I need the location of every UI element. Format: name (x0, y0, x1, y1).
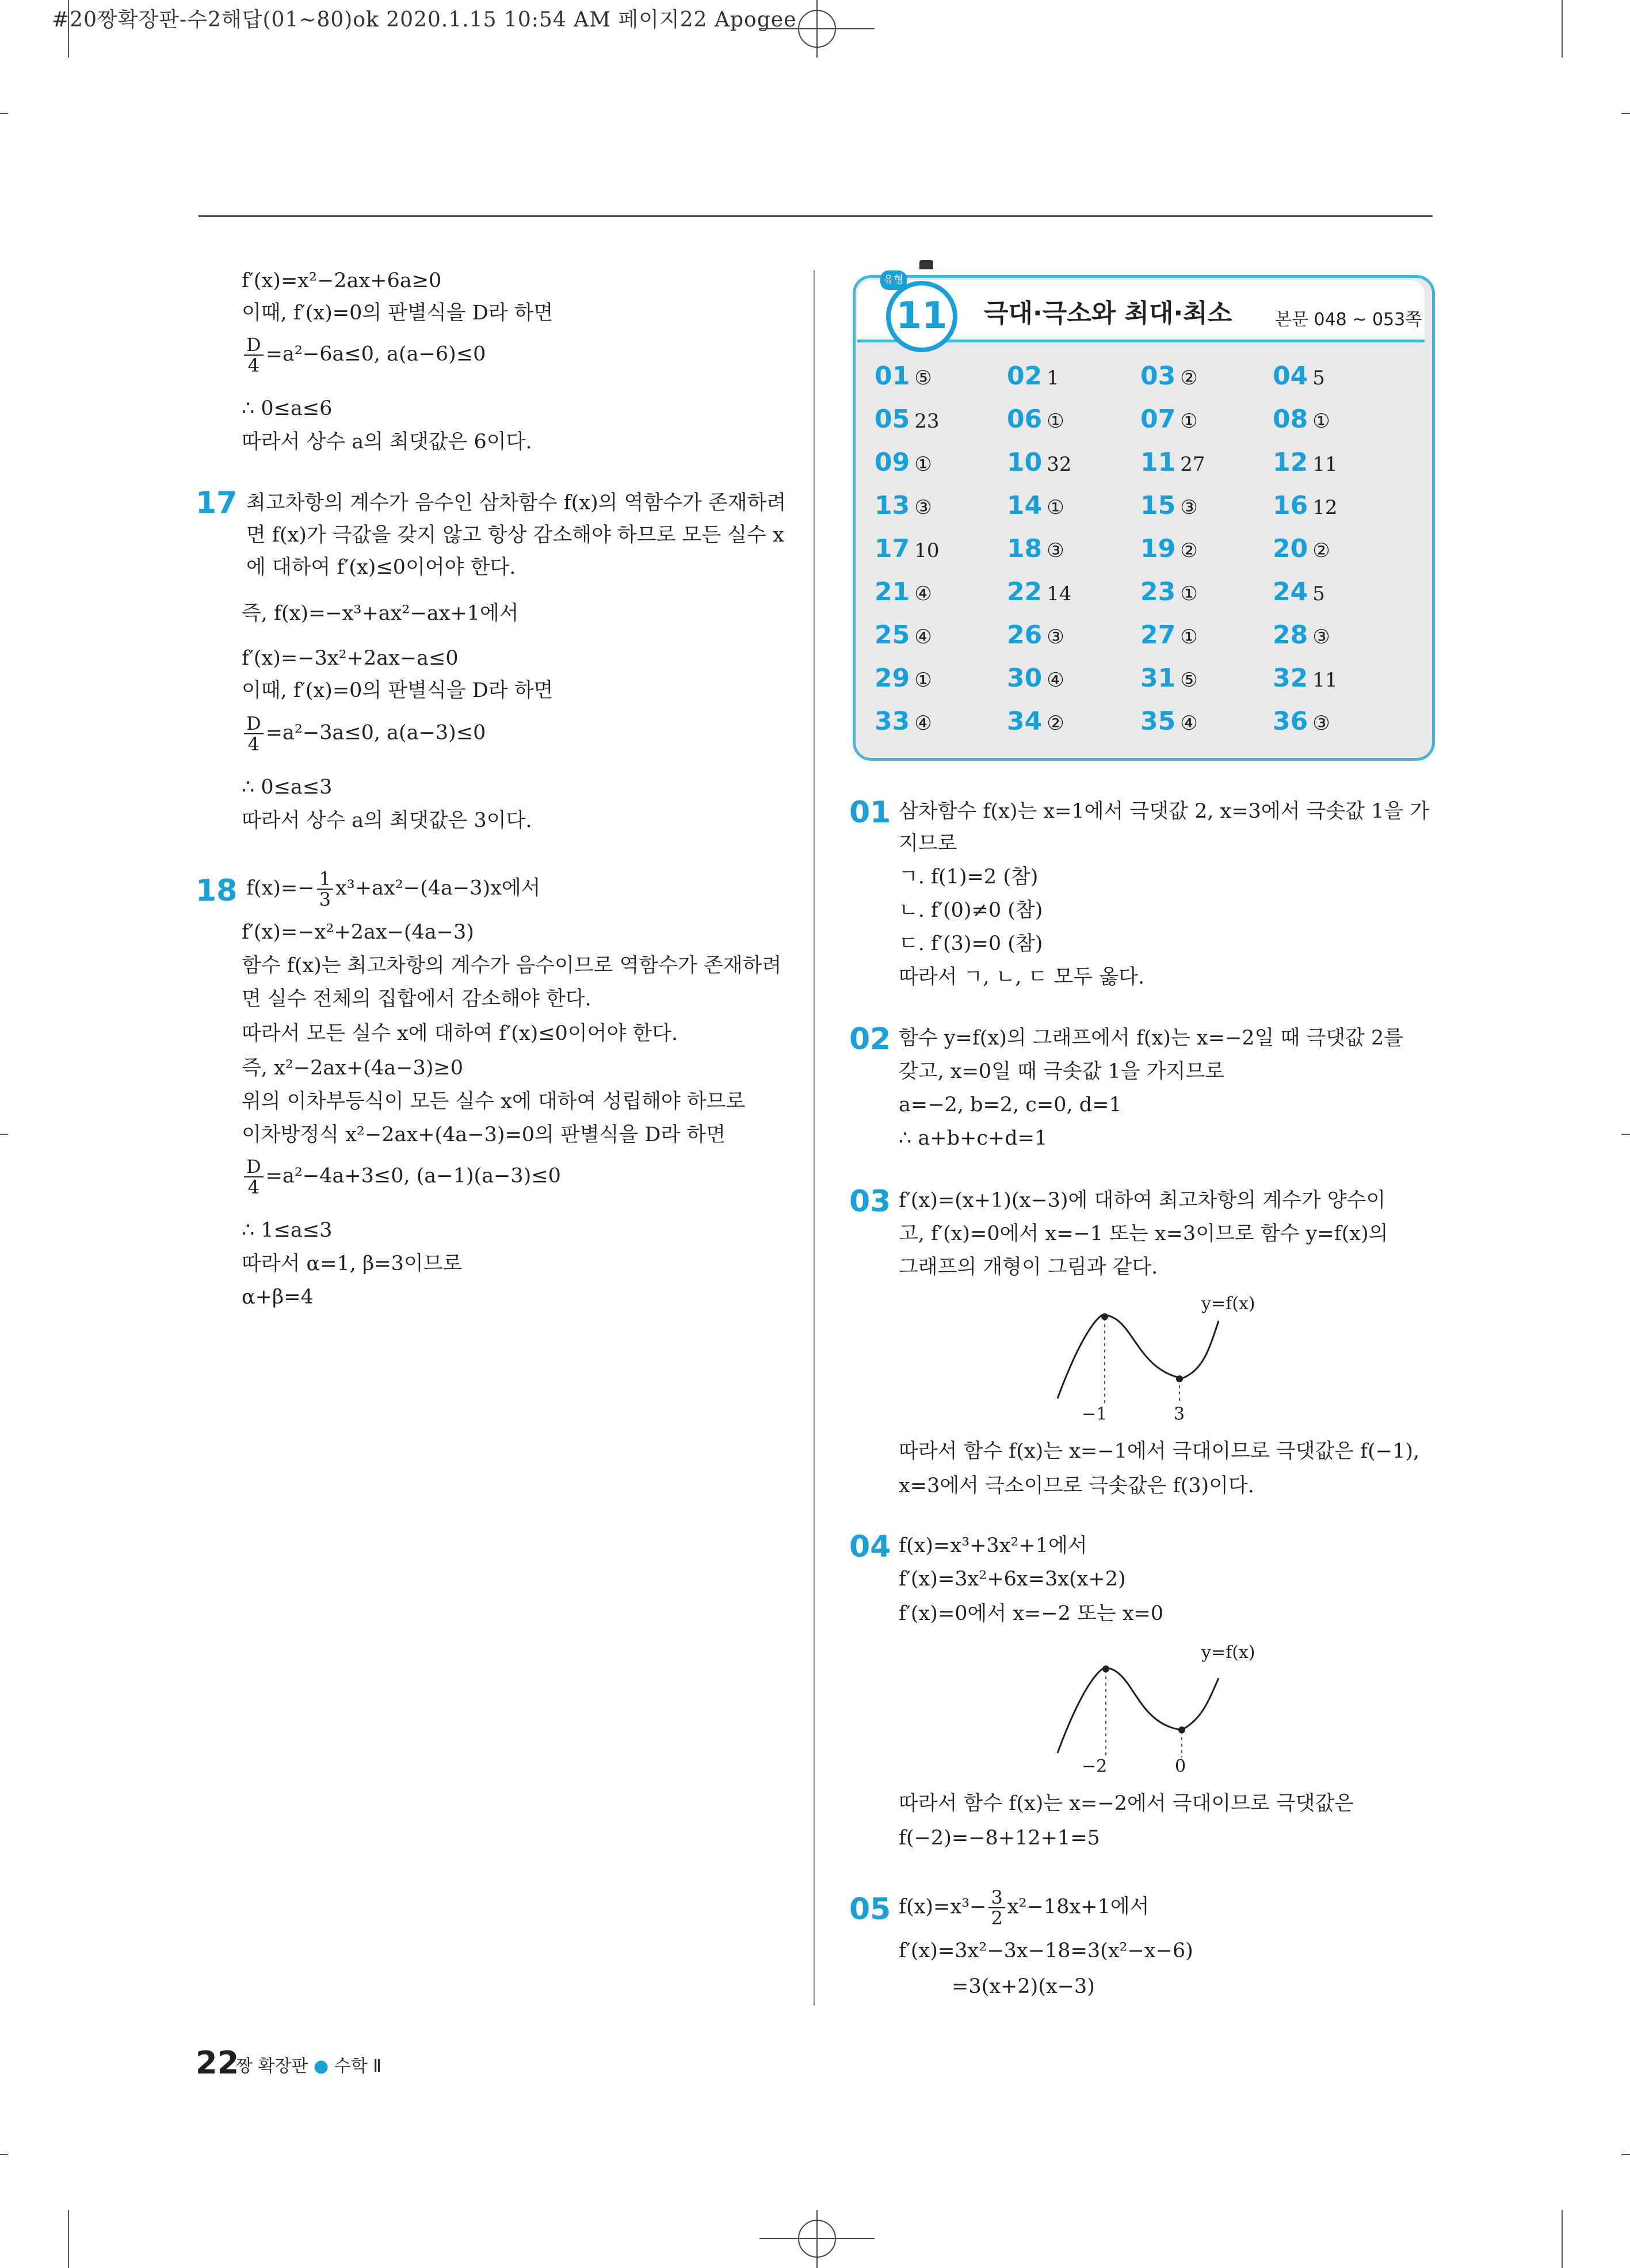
answer-item (1140, 707, 1198, 736)
answer-item (1007, 491, 1064, 520)
graph-label: y=f(x) (1201, 1294, 1255, 1314)
answer-value: 11 (1312, 453, 1338, 476)
solution-line: ㄷ. f′(3)=0 (참) (899, 932, 1043, 955)
answer-number: 04 (1273, 361, 1308, 391)
problem-number-04: 04 (849, 1530, 891, 1564)
answer-number: 27 (1140, 620, 1176, 650)
fraction-3-over-2: $\frac{3}{2}$ (988, 1888, 1005, 1928)
answer-number: 08 (1273, 405, 1308, 434)
answer-item (1140, 664, 1198, 693)
solution-line: 이때, f′(x)=0의 판별식을 D라 하면 (242, 302, 553, 325)
solution-line: a=−2, b=2, c=0, d=1 (899, 1093, 1122, 1116)
answer-value: 11 (1312, 669, 1338, 692)
axis-tick-label: −1 (1082, 1404, 1108, 1424)
solution-line: 그래프의 개형이 그림과 같다. (899, 1256, 1158, 1279)
crop-mark (1562, 2210, 1563, 2268)
answer-number: 24 (1273, 577, 1308, 607)
solution-line: f′(x)=−3x²+2ax−a≤0 (242, 647, 459, 670)
graph-label: y=f(x) (1201, 1642, 1255, 1663)
crop-mark (1562, 0, 1563, 58)
answer-value: ① (1180, 582, 1198, 605)
solution-line: 따라서 ㄱ, ㄴ, ㄷ 모두 옳다. (899, 966, 1145, 989)
answer-number: 07 (1140, 405, 1176, 434)
solution-line: f′(x)=0에서 x=−2 또는 x=0 (899, 1602, 1164, 1625)
answer-value: ③ (1047, 539, 1064, 562)
solution-line: f(x)=− $\frac{1}{3}$ x³+ax²−(4a−3)x에서 (246, 868, 541, 910)
solution-line: f(−2)=−8+12+1=5 (899, 1827, 1100, 1850)
answer-value: ② (1180, 539, 1198, 562)
answer-item (1273, 448, 1338, 477)
answer-item (1007, 664, 1064, 693)
answer-value: 23 (914, 410, 940, 433)
unit-title: 극대·극소와 최대·최소 (984, 299, 1232, 328)
answer-number: 09 (875, 448, 910, 477)
answer-number: 03 (1140, 361, 1176, 391)
solution-line: 위의 이차부등식이 모든 실수 x에 대하여 성립해야 하므로 (242, 1090, 746, 1113)
solution-line: $\frac{D}{4}$ =a²−4a+3≤0, (a−1)(a−3)≤0 (242, 1157, 561, 1197)
answer-number: 31 (1140, 664, 1176, 693)
solution-line: =3(x+2)(x−3) (952, 1975, 1095, 1998)
answer-value: ② (1047, 712, 1064, 735)
answer-item (1273, 405, 1330, 434)
solution-line: ∴ 0≤a≤3 (242, 776, 333, 799)
answer-value: ⑤ (1180, 669, 1198, 692)
crop-mark (0, 2154, 8, 2155)
answer-item (1140, 361, 1198, 391)
solution-line: x=3에서 극소이므로 극솟값은 f(3)이다. (899, 1474, 1254, 1497)
pin-icon (919, 260, 933, 269)
answer-value: 14 (1047, 582, 1072, 605)
answer-value: ① (1047, 410, 1064, 433)
solution-line: ∴ 1≤a≤3 (242, 1219, 333, 1242)
solution-line: 면 실수 전체의 집합에서 감소해야 한다. (242, 988, 591, 1011)
problem-number-02: 02 (849, 1022, 891, 1057)
column-divider (814, 270, 815, 2006)
solution-line: 지므로 (899, 832, 957, 855)
answer-number: 02 (1007, 361, 1043, 391)
solution-line: 최고차항의 계수가 음수인 삼차함수 f(x)의 역함수가 존재하려 (246, 491, 787, 514)
answer-number: 28 (1273, 620, 1308, 650)
answer-value: ④ (914, 712, 932, 735)
answer-item (1273, 361, 1325, 391)
solution-line: 함수 y=f(x)의 그래프에서 f(x)는 x=−2일 때 극댓값 2를 (899, 1027, 1404, 1050)
solution-line: $\frac{D}{4}$ =a²−3a≤0, a(a−3)≤0 (242, 714, 486, 754)
solution-line: ∴ a+b+c+d=1 (899, 1127, 1048, 1150)
answer-item (1140, 405, 1198, 434)
answer-number: 25 (875, 620, 910, 650)
answer-item (1273, 534, 1330, 563)
answer-value: 32 (1047, 453, 1072, 476)
answer-number: 26 (1007, 620, 1043, 650)
solution-line: 따라서 상수 a의 최댓값은 3이다. (242, 809, 532, 832)
answer-number: 14 (1007, 491, 1043, 520)
problem-number-18: 18 (196, 874, 238, 908)
solution-line: ㄴ. f′(0)≠0 (참) (899, 899, 1043, 922)
answer-value: ③ (1312, 626, 1330, 649)
answer-item (1140, 491, 1198, 520)
answer-item (875, 405, 940, 434)
answer-number: 22 (1007, 577, 1043, 607)
crop-mark (1621, 1134, 1630, 1135)
answer-item (875, 620, 932, 650)
solution-line: 고, f′(x)=0에서 x=−1 또는 x=3이므로 함수 y=f(x)의 (899, 1222, 1388, 1245)
answer-item (875, 361, 932, 391)
axis-tick-label: 0 (1175, 1756, 1186, 1777)
answer-item (1140, 448, 1205, 477)
solution-line: 이때, f′(x)=0의 판별식을 D라 하면 (242, 679, 553, 702)
answer-number: 10 (1007, 448, 1043, 477)
answer-item (875, 577, 932, 607)
answer-value: 27 (1180, 453, 1205, 476)
answer-item (1140, 534, 1198, 563)
answer-item (1007, 534, 1064, 563)
solution-line: 따라서 함수 f(x)는 x=−1에서 극대이므로 극댓값은 f(−1), (899, 1440, 1420, 1463)
solution-line: $\frac{D}{4}$ =a²−6a≤0, a(a−6)≤0 (242, 335, 486, 375)
answer-value: ④ (914, 582, 932, 605)
solution-line: f′(x)=3x²−3x−18=3(x²−x−6) (899, 1939, 1193, 1962)
solution-line: f′(x)=x²−2ax+6a≥0 (242, 269, 442, 292)
solution-line: 따라서 상수 a의 최댓값은 6이다. (242, 430, 532, 453)
answer-value: ① (1312, 410, 1330, 433)
answer-number: 16 (1273, 491, 1308, 520)
answer-item (875, 448, 932, 477)
answer-item (875, 534, 940, 563)
answer-number: 12 (1273, 448, 1308, 477)
solution-line: ∴ 0≤a≤6 (242, 397, 333, 420)
fraction-d-over-4: $\frac{D}{4}$ (244, 335, 264, 375)
solution-line: ㄱ. f(1)=2 (참) (899, 866, 1039, 889)
answer-value: ④ (1180, 712, 1198, 735)
answer-number: 33 (875, 707, 910, 736)
problem-number-03: 03 (849, 1184, 891, 1219)
answer-number: 05 (875, 405, 910, 434)
answer-number: 01 (875, 361, 910, 391)
fraction-d-over-4: $\frac{D}{4}$ (244, 1157, 264, 1197)
solution-line: 즉, f(x)=−x³+ax²−ax+1에서 (242, 602, 519, 625)
solution-line: f(x)=x³+3x²+1에서 (899, 1534, 1087, 1557)
bullet-icon: ● (314, 2056, 329, 2076)
running-footer: 짱 확장판 ● 수학 Ⅱ (236, 2056, 382, 2076)
crop-mark (0, 113, 8, 114)
solution-line: 이차방정식 x²−2ax+(4a−3)=0의 판별식을 D라 하면 (242, 1123, 726, 1146)
header-rule (198, 215, 1433, 217)
answer-value: ③ (1180, 496, 1198, 519)
answer-item (1007, 448, 1072, 477)
answer-value: ① (914, 669, 932, 692)
axis-tick-label: 3 (1174, 1404, 1185, 1424)
answer-value: ③ (1047, 626, 1064, 649)
solution-line: 따라서 모든 실수 x에 대하여 f′(x)≤0이어야 한다. (242, 1022, 678, 1045)
answer-number: 34 (1007, 707, 1043, 736)
crop-mark (1621, 2154, 1630, 2155)
answer-item (1273, 664, 1338, 693)
problem-number-05: 05 (849, 1892, 891, 1927)
crop-mark (68, 2210, 69, 2268)
fraction-1-over-3: $\frac{1}{3}$ (317, 869, 333, 909)
answer-number: 18 (1007, 534, 1043, 563)
axis-tick-label: −2 (1082, 1756, 1108, 1777)
answer-number: 21 (875, 577, 910, 607)
answer-number: 11 (1140, 448, 1176, 477)
answer-item (875, 491, 932, 520)
answer-item (1007, 620, 1064, 650)
solution-line: 면 f(x)가 극값을 갖지 않고 항상 감소해야 하므로 모든 실수 x (246, 524, 784, 547)
answer-number: 06 (1007, 405, 1043, 434)
solution-line: α+β=4 (242, 1286, 314, 1309)
solution-line: 에 대하여 f′(x)≤0이어야 한다. (246, 556, 516, 579)
crop-mark (1621, 113, 1630, 114)
answer-number: 30 (1007, 664, 1043, 693)
page-number: 22 (196, 2045, 239, 2081)
answer-value: 5 (1312, 367, 1325, 390)
solution-line: 삼차함수 f(x)는 x=1에서 극댓값 2, x=3에서 극솟값 1을 가 (899, 800, 1430, 823)
answer-item (1007, 405, 1064, 434)
solution-line: 따라서 함수 f(x)는 x=−2에서 극대이므로 극댓값은 (899, 1792, 1354, 1815)
solution-line: f′(x)=−x²+2ax−(4a−3) (242, 921, 474, 944)
answer-number: 35 (1140, 707, 1176, 736)
answer-value: ⑤ (914, 367, 932, 390)
page-reference: 본문 048 ~ 053쪽 (1275, 310, 1422, 330)
answer-number: 29 (875, 664, 910, 693)
answer-value: 1 (1047, 367, 1059, 390)
answer-item (1273, 577, 1325, 607)
answer-number: 17 (875, 534, 910, 563)
answer-value: ④ (1047, 669, 1064, 692)
solution-line: f′(x)=(x+1)(x−3)에 대하여 최고차항의 계수가 양수이 (899, 1189, 1386, 1212)
answer-item (1007, 361, 1059, 391)
answer-number: 15 (1140, 491, 1176, 520)
answer-value: 12 (1312, 496, 1338, 519)
answer-number: 23 (1140, 577, 1176, 607)
solution-line: 즉, x²−2ax+(4a−3)≥0 (242, 1057, 463, 1080)
crop-mark (0, 1134, 8, 1135)
answer-number: 19 (1140, 534, 1176, 563)
problem-number-01: 01 (849, 795, 891, 830)
answer-value: ④ (914, 626, 932, 649)
fraction-d-over-4: $\frac{D}{4}$ (244, 714, 264, 754)
answer-value: ① (1047, 496, 1064, 519)
answer-value: ① (914, 453, 932, 476)
answer-item (1007, 577, 1072, 607)
unit-tag: 유형 (880, 270, 907, 290)
answer-item (875, 707, 932, 736)
answer-item (1273, 620, 1330, 650)
answer-value: ② (1180, 367, 1198, 390)
solution-line: 갖고, x=0일 때 극솟값 1을 가지므로 (899, 1060, 1225, 1083)
solution-line: 함수 f(x)는 최고차항의 계수가 음수이므로 역함수가 존재하려 (242, 954, 782, 977)
print-slug: #20짱확장판-수2해답(01~80)ok 2020.1.15 10:54 AM 페이지22 Apogee (52, 8, 797, 32)
solution-line: f′(x)=3x²+6x=3x(x+2) (899, 1568, 1126, 1591)
registration-mark-bottom (759, 2210, 875, 2268)
answer-number: 32 (1273, 664, 1308, 693)
answer-number: 36 (1273, 707, 1308, 736)
answer-value: 5 (1312, 582, 1325, 605)
answer-value: 10 (914, 539, 940, 562)
unit-badge: 11 (886, 281, 957, 352)
answer-item (875, 664, 932, 693)
answer-value: ① (1180, 626, 1198, 649)
answer-value: ① (1180, 410, 1198, 433)
answer-value: ③ (914, 496, 932, 519)
problem-number-17: 17 (196, 486, 238, 520)
answer-number: 13 (875, 491, 910, 520)
answer-item (1140, 577, 1198, 607)
answer-item (1273, 707, 1330, 736)
answer-item (1007, 707, 1064, 736)
answer-item (1140, 620, 1198, 650)
solution-line: f(x)=x³− $\frac{3}{2}$ x²−18x+1에서 (899, 1886, 1150, 1929)
answer-item (1273, 491, 1338, 520)
answer-value: ③ (1312, 712, 1330, 735)
solution-line: 따라서 α=1, β=3이므로 (242, 1252, 463, 1275)
answer-number: 20 (1273, 534, 1308, 563)
answer-value: ② (1312, 539, 1330, 562)
